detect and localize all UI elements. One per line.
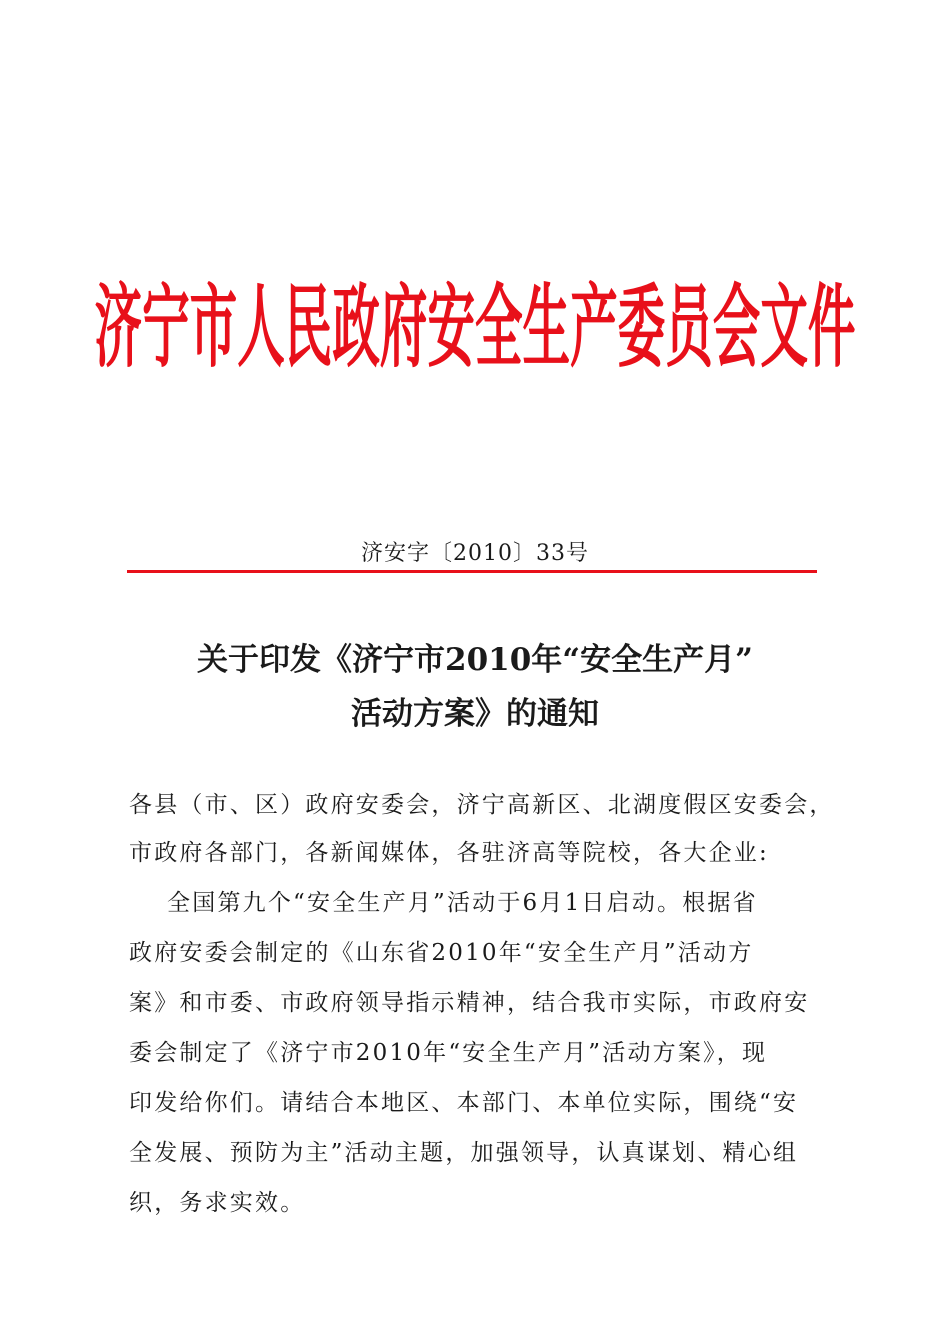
document-title-line-1: 关于印发《济宁市2010年“安全生产月”: [197, 642, 753, 678]
issuer-header: [0, 274, 950, 380]
body-paragraph-line: 织，务求实效。: [129, 1190, 306, 1216]
body-paragraph-line: 全发展、预防为主”活动主题，加强领导，认真谋划、精心组: [129, 1140, 799, 1166]
addressee-line-2: 市政府各部门，各新闻媒体，各驻济高等院校，各大企业:: [129, 840, 769, 866]
body-paragraph-line: 全国第九个“安全生产月”活动于6月1日启动。根据省: [129, 890, 758, 916]
body-paragraph-line: 委会制定了《济宁市2010年“安全生产月”活动方案》，现: [129, 1040, 768, 1066]
red-divider-line: [127, 570, 817, 573]
body-paragraph-line: 案》和市委、市政府领导指示精神，结合我市实际，市政府安: [129, 990, 810, 1016]
issuer-header-text: 济宁市人民政府安全生产委员会文件: [94, 274, 856, 380]
body-paragraph-line: 印发给你们。请结合本地区、本部门、本单位实际，围绕“安: [129, 1090, 799, 1116]
document-number: 济安字〔2010〕33号: [361, 541, 589, 566]
body-paragraph-line: 政府安委会制定的《山东省2010年“安全生产月”活动方: [129, 940, 754, 966]
document-title-line-2: 活动方案》的通知: [351, 696, 599, 732]
addressee-line-1: 各县（市、区）政府安委会，济宁高新区、北湖度假区安委会，: [129, 792, 835, 818]
